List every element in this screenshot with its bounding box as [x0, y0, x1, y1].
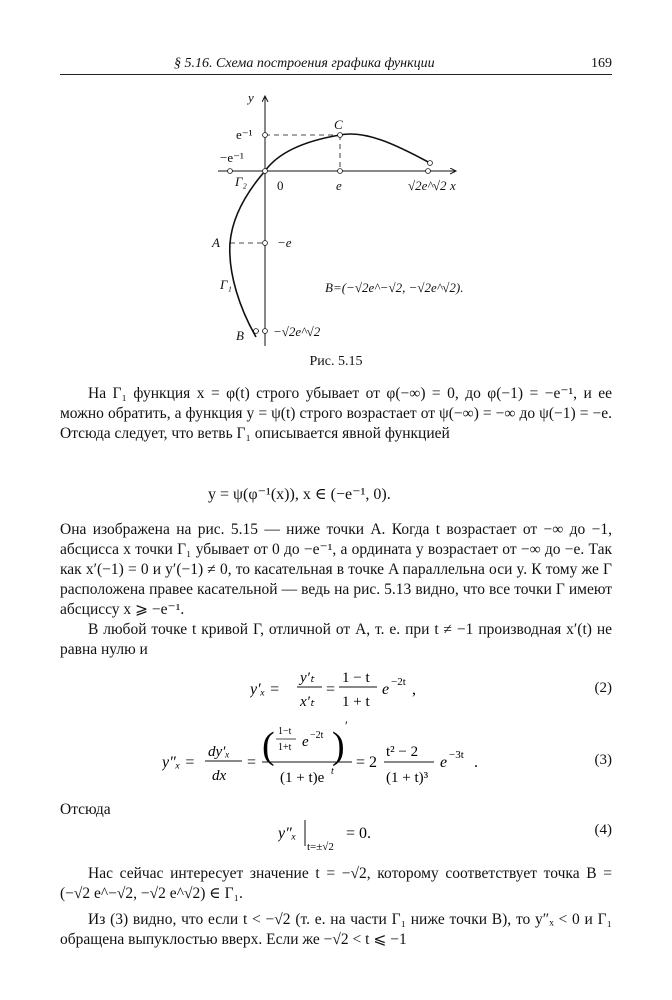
tick-marker	[228, 169, 233, 174]
origin-label: 0	[277, 178, 284, 193]
svg-text:e: e	[302, 734, 309, 750]
page-number: 169	[591, 56, 612, 71]
paragraph-4: Нас сейчас интересует значение t = −√2, которому соответствует точка B = (−√2 e^−√2, −√2 e^√2) ∈ Γ₁.	[60, 865, 612, 902]
point-c-marker	[338, 133, 343, 138]
tick-marker	[263, 241, 268, 246]
tick-marker	[263, 329, 268, 334]
figure-5-15	[180, 84, 500, 364]
svg-text:(1 + t)³: (1 + t)³	[386, 770, 429, 786]
formula-zero-condition	[278, 816, 408, 861]
gamma1-label: Γ₁	[220, 277, 232, 292]
tick-neg-e: −e	[277, 235, 292, 250]
svg-text:y′ₜ: y′ₜ	[300, 670, 315, 686]
svg-text:(1 + t)e: (1 + t)e	[280, 770, 325, 786]
svg-text:.: .	[474, 754, 478, 771]
svg-text:−3t: −3t	[449, 749, 464, 761]
paragraph-1: На Γ₁ функция x = φ(t) строго убывает от φ(−∞) = 0, до φ(−1) = −e⁻¹, и ее можно обратить, а функция y = ψ(t) строго возрастает от ψ(−∞) = −∞ до ψ(−1) = −e. Отсюда следует, что ветвь Γ₁ описывается явной функцией	[60, 385, 612, 442]
svg-text:1−t: 1−t	[278, 726, 292, 737]
tick-neg-sqrt2: −√2e^√2	[273, 324, 321, 339]
svg-text:1 + t: 1 + t	[342, 694, 370, 710]
equation-number-2: (2)	[594, 680, 612, 696]
point-b-marker	[254, 329, 259, 334]
x-axis-label: x	[450, 178, 456, 193]
svg-text:e: e	[382, 681, 390, 698]
tick-e-inv: e⁻¹	[236, 127, 253, 142]
curve-gamma	[230, 134, 430, 337]
svg-text:−2t: −2t	[391, 676, 406, 688]
svg-text:dy′ₓ: dy′ₓ	[208, 744, 230, 760]
point-b-label: B	[236, 328, 244, 343]
svg-text:y′ₓ =: y′ₓ =	[250, 681, 280, 698]
formula-first-derivative	[250, 668, 440, 715]
svg-text:′: ′	[345, 718, 348, 733]
svg-text:−2t: −2t	[310, 730, 324, 741]
svg-text:=: =	[247, 754, 257, 771]
text-otsyuda: Отсюда	[60, 801, 111, 818]
tick-sqrt2: √2e^√2	[408, 178, 447, 193]
tick-marker	[263, 133, 268, 138]
svg-text:): )	[332, 725, 345, 767]
y-axis-label: y	[248, 90, 254, 105]
svg-text:dx: dx	[212, 768, 227, 784]
origin-marker	[263, 169, 268, 174]
equation-number-4: (4)	[594, 822, 612, 838]
formula-second-derivative	[162, 718, 512, 797]
curve-plot	[180, 84, 500, 364]
header-title: § 5.16. Схема построения графика функции	[174, 56, 435, 71]
svg-text:t² − 2: t² − 2	[386, 744, 419, 760]
svg-text:= 0.: = 0.	[346, 825, 372, 842]
tick-marker	[338, 169, 343, 174]
tick-neg-e-inv: −e⁻¹	[220, 150, 244, 165]
paragraph-5: Из (3) видно, что если t < −√2 (т. е. на части Γ₁ ниже точки B), то y″ₓ < 0 и Γ₁ обращена выпуклостью вверх. Если же −√2 < t ⩽ −1	[60, 911, 612, 948]
svg-text:y″ₓ: y″ₓ	[278, 825, 297, 842]
svg-text:t=±√2: t=±√2	[307, 841, 334, 853]
point-a-label: A	[212, 235, 220, 250]
figure-caption: Рис. 5.15	[309, 354, 363, 369]
formula-inverse: y = ψ(φ⁻¹(x)), x ∈ (−e⁻¹, 0).	[208, 486, 391, 503]
svg-text:y″ₓ =: y″ₓ =	[162, 754, 196, 771]
tick-marker	[426, 169, 431, 174]
paragraph-2: Она изображена на рис. 5.15 — ниже точки A. Когда t возрастает от −∞ до −1, абсцисса x точки Γ₁ убывает от 0 до −e⁻¹, а ордината y возрастает от −∞ до −e. Так как x′(−1) = 0 и y′(−1) ≠ 0, то касательная в точке A параллельна оси y. К тому же Γ расположена правее касательной — ведь на рис. 5.13 видно, что все точки Γ имеют абсциссу x ⩾ −e⁻¹.	[60, 521, 612, 618]
paragraph-3: В любой точке t кривой Γ, отличной от A, т. е. при t ≠ −1 производная x′(t) не равна нулю и	[60, 621, 612, 658]
svg-text:1 − t: 1 − t	[342, 670, 370, 686]
svg-text:(: (	[262, 725, 275, 767]
svg-text:= 2: = 2	[356, 754, 378, 771]
tick-e: e	[336, 178, 342, 193]
point-b-coords: B=(−√2e^−√2, −√2e^√2).	[325, 280, 464, 295]
curve-end-marker	[428, 161, 433, 166]
svg-text:,: ,	[412, 681, 416, 698]
svg-text:x′ₜ: x′ₜ	[300, 694, 315, 710]
svg-text:=: =	[326, 681, 336, 698]
svg-text:1+t: 1+t	[278, 742, 292, 753]
equation-number-3: (3)	[594, 752, 612, 768]
running-header	[60, 56, 612, 75]
gamma2-label: Γ₂	[235, 174, 247, 189]
svg-text:e: e	[440, 754, 448, 771]
svg-text:t: t	[331, 766, 334, 777]
point-c-label: C	[334, 117, 343, 132]
